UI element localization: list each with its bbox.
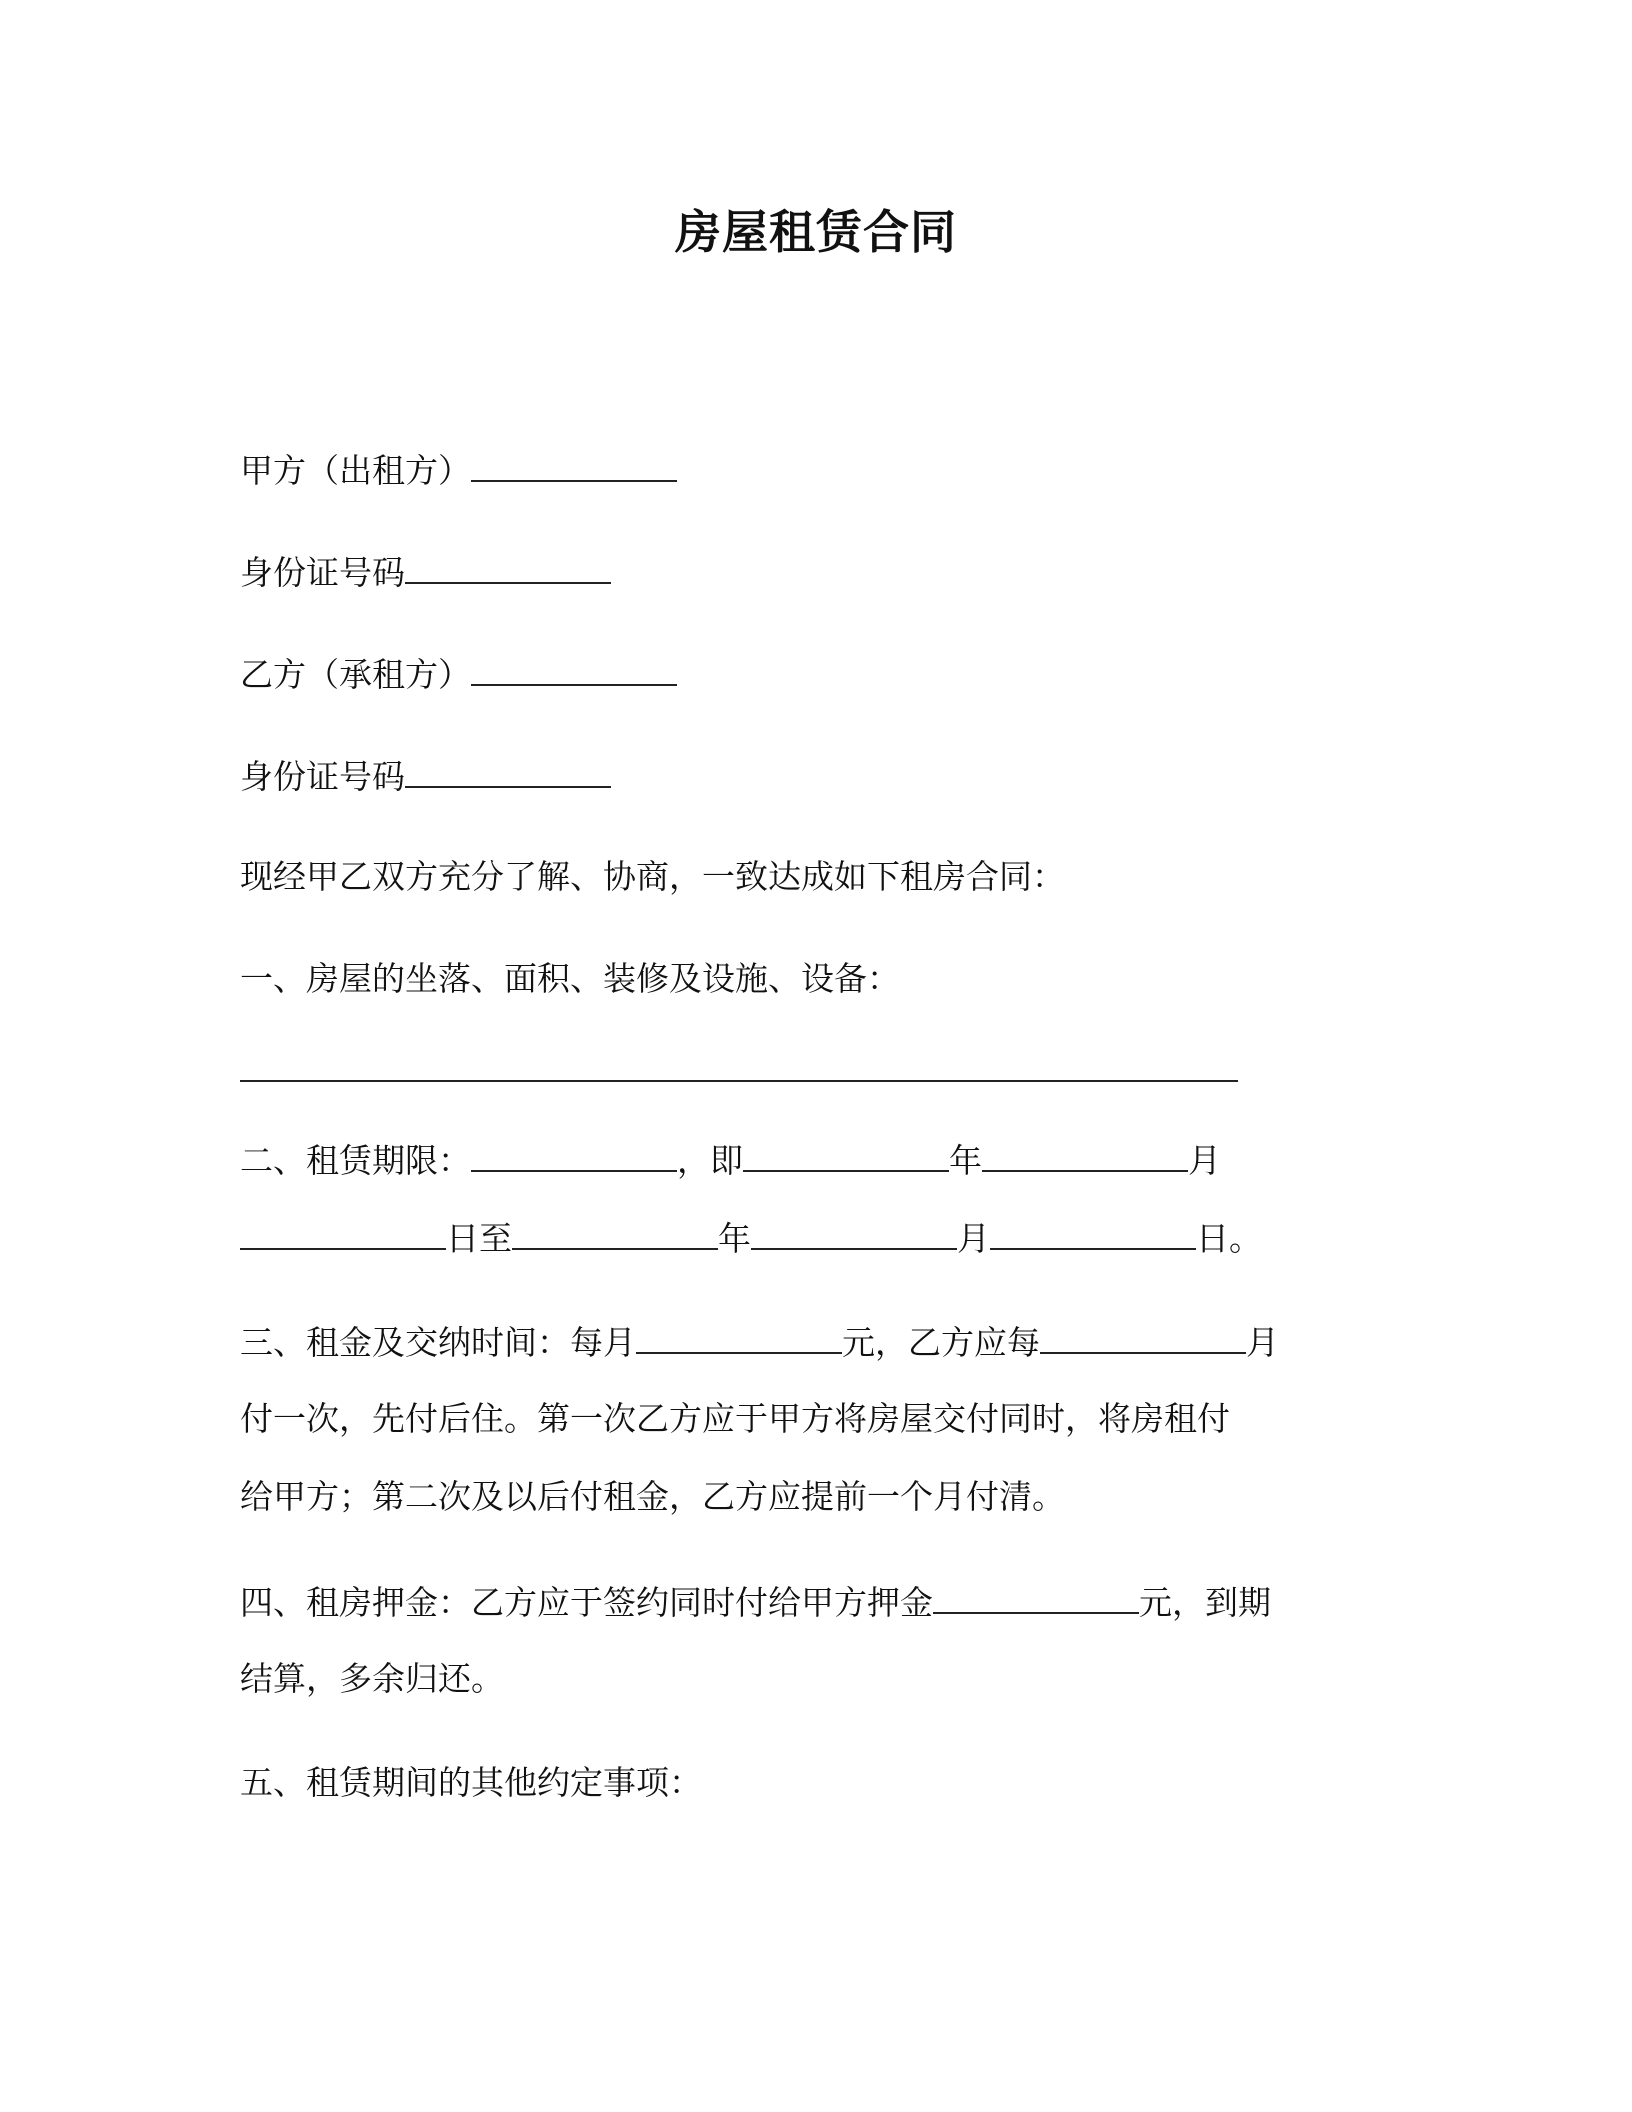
- section-2-heading: 二、租赁期限：: [240, 1141, 471, 1180]
- section-3-line-2: 付一次，先付后住。第一次乙方应于甲方将房屋交付同时，将房租付: [240, 1399, 1230, 1438]
- payment-interval-blank[interactable]: [1040, 1324, 1246, 1354]
- section-1-heading: 一、房屋的坐落、面积、装修及设施、设备：: [240, 959, 900, 998]
- rent-yuan-text: 元，乙方应每: [842, 1323, 1040, 1362]
- party-a-id-line: [240, 553, 611, 592]
- preamble: 现经甲乙双方充分了解、协商，一致达成如下租房合同：: [240, 857, 1065, 896]
- month-text: 月: [1188, 1141, 1221, 1180]
- section-3-line-1: [240, 1323, 1279, 1362]
- section-4-line-1: [240, 1583, 1271, 1622]
- party-b-id-line: [240, 757, 611, 796]
- end-month-blank[interactable]: [751, 1220, 957, 1250]
- month-text: 月: [957, 1219, 990, 1258]
- party-b-id-blank[interactable]: [405, 758, 611, 788]
- day-end-text: 日。: [1196, 1219, 1262, 1258]
- party-a-label: 甲方（出租方）: [240, 451, 471, 490]
- start-year-blank[interactable]: [743, 1142, 949, 1172]
- section-2-line-2: [240, 1219, 1262, 1258]
- section-4-line-2: 结算，多余归还。: [240, 1659, 504, 1698]
- section-1-blank-line: [240, 1052, 1238, 1087]
- section-1-blank[interactable]: [240, 1052, 1238, 1082]
- party-b-line: [240, 655, 677, 694]
- lease-term-blank[interactable]: [471, 1142, 677, 1172]
- section-3-heading: 三、租金及交纳时间：每月: [240, 1323, 636, 1362]
- id-number-label: 身份证号码: [240, 757, 405, 796]
- party-a-blank[interactable]: [471, 452, 677, 482]
- section-3-line-3: 给甲方；第二次及以后付租金，乙方应提前一个月付清。: [240, 1477, 1065, 1516]
- page-title: 房屋租赁合同: [675, 205, 957, 259]
- end-year-blank[interactable]: [512, 1220, 718, 1250]
- monthly-rent-blank[interactable]: [636, 1324, 842, 1354]
- end-day-blank[interactable]: [990, 1220, 1196, 1250]
- id-number-label: 身份证号码: [240, 553, 405, 592]
- section-4-heading: 四、租房押金：乙方应于签约同时付给甲方押金: [240, 1583, 933, 1622]
- section-5-heading: 五、租赁期间的其他约定事项：: [240, 1763, 702, 1802]
- deposit-blank[interactable]: [933, 1584, 1139, 1614]
- party-a-id-blank[interactable]: [405, 554, 611, 584]
- party-b-label: 乙方（承租方）: [240, 655, 471, 694]
- lease-ji-text: ，即: [677, 1141, 743, 1180]
- start-day-blank[interactable]: [240, 1220, 446, 1250]
- deposit-yuan-text: 元，到期: [1139, 1583, 1271, 1622]
- month-text: 月: [1246, 1323, 1279, 1362]
- party-a-line: [240, 451, 677, 490]
- start-month-blank[interactable]: [982, 1142, 1188, 1172]
- year-text: 年: [949, 1141, 982, 1180]
- section-2-line-1: [240, 1141, 1221, 1180]
- year-text: 年: [718, 1219, 751, 1258]
- party-b-blank[interactable]: [471, 656, 677, 686]
- day-to-text: 日至: [446, 1219, 512, 1258]
